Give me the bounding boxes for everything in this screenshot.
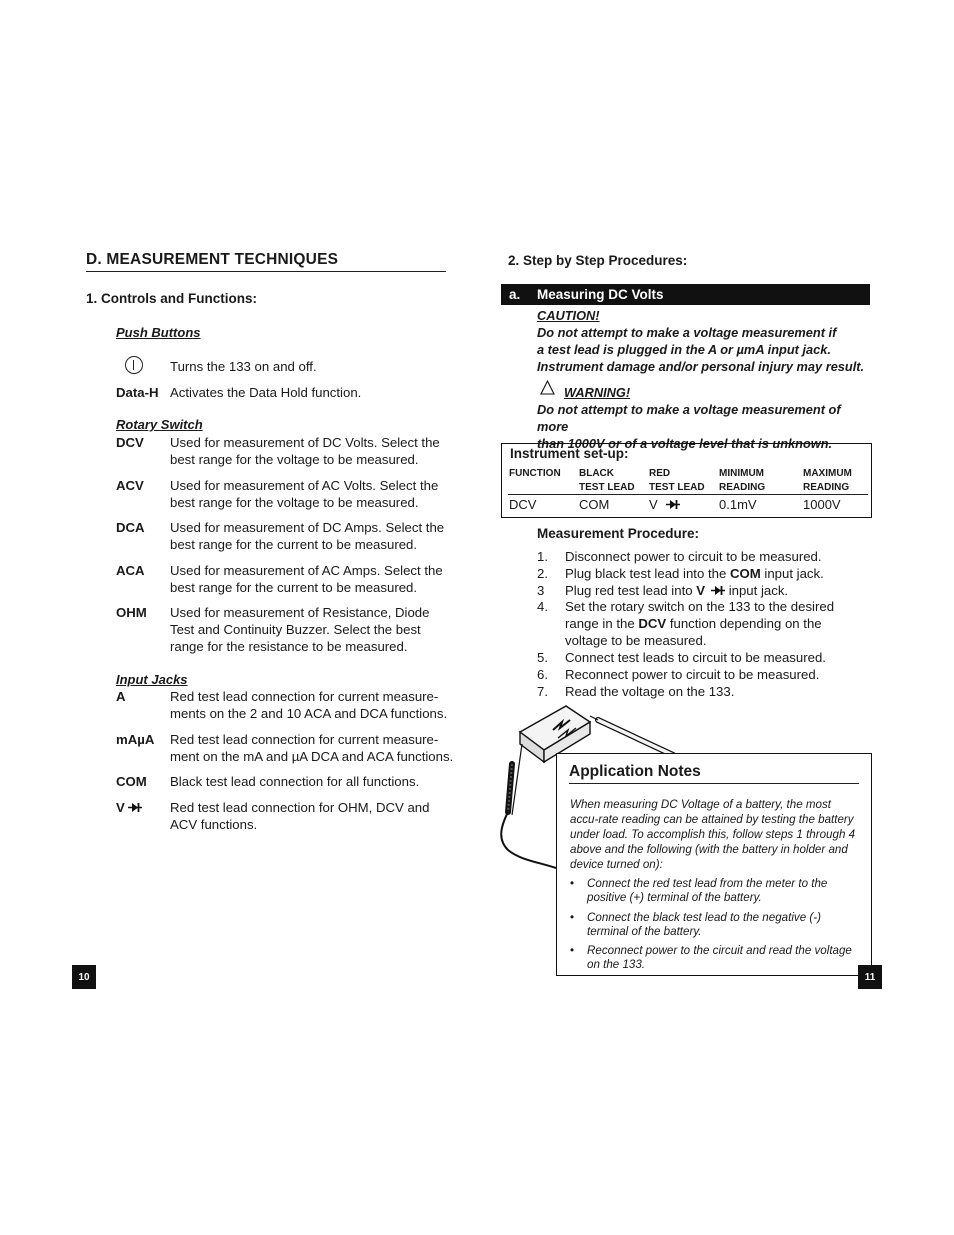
procedure-step: 3 Plug red test lead into V input jack. — [537, 583, 789, 598]
caution-line: Do not attempt to make a voltage measurement if — [537, 325, 837, 340]
jack-v — [116, 799, 456, 833]
table-cell-text: V — [649, 497, 658, 512]
application-notes-bullet: • Connect the red test lead from the meter to the positive (+) terminal of the battery. — [570, 877, 828, 904]
instrument-setup-table — [501, 443, 872, 518]
column-header: MAXIMUM READING — [803, 468, 852, 493]
controls-heading: 1. Controls and Functions: — [86, 291, 257, 306]
bullet-glyph: • — [570, 944, 575, 957]
rotary-ohm — [116, 604, 456, 655]
red-probe-shape — [590, 716, 673, 755]
page-number-right: 11 — [858, 965, 882, 989]
left-page-title: D. MEASUREMENT TECHNIQUES — [86, 251, 446, 272]
rotary-switch-heading: Rotary Switch — [116, 417, 203, 432]
table-cell: 0.1mV — [719, 497, 757, 512]
procedure-step: 7. Read the voltage on the 133. — [537, 684, 735, 699]
definition-text: Black test lead connection for all functions. — [170, 774, 420, 789]
definition-term: COM — [116, 774, 147, 789]
warning-title-text: WARNING! — [564, 385, 631, 400]
diode-icon — [128, 802, 142, 813]
definition-text: Red test lead connection for OHM, DCV and ACV functions. — [170, 800, 430, 832]
application-notes-bullet: • Reconnect power to the circuit and read the voltage on the 133. — [570, 944, 852, 971]
section-bar-number: a. — [509, 287, 521, 302]
application-notes-bullet: • Connect the black test lead to the negative (-) terminal of the battery. — [570, 911, 821, 938]
definition-text: Used for measurement of Resistance, Diode Test and Continuity Buzzer. Select the best range for the resistance to be measured. — [170, 605, 430, 654]
procedure-step: 4. Set the rotary switch on the 133 to the desired range in the DCV function depending on the voltage to be measured. — [537, 599, 835, 648]
section-bar-label: Measuring DC Volts — [537, 287, 664, 302]
definition-term: A — [116, 689, 126, 704]
diode-icon — [666, 499, 680, 510]
warning-title — [537, 384, 630, 401]
bullet-glyph: • — [570, 877, 575, 890]
definition-term: mAµA — [116, 732, 155, 747]
setup-title: Instrument set-up: — [510, 446, 629, 461]
application-notes-box — [556, 753, 872, 976]
definition-term: Data-H — [116, 385, 159, 400]
definition-term: DCA — [116, 520, 145, 535]
table-cell: DCV — [509, 497, 537, 512]
table-cell: 1000V — [803, 497, 841, 512]
procedure-step: 5. Connect test leads to circuit to be measured. — [537, 650, 826, 665]
jack-ma-ua — [116, 731, 456, 765]
definition-term: DCV — [116, 435, 144, 450]
column-header: MINIMUM READING — [719, 468, 766, 493]
jack-v-label: V — [116, 800, 125, 815]
warning-line: Do not attempt to make a voltage measurement of more — [537, 402, 841, 434]
definition-text: Used for measurement of AC Volts. Select the best range for the voltage to be measured. — [170, 478, 439, 510]
application-notes-intro: When measuring DC Voltage of a battery, the most accu-rate reading can be attained by testing the battery under load. To accomplish this, follow steps 1 through 4 above and the following (with the battery in holder and device turned on): — [570, 798, 856, 871]
definition-text: Red test lead connection for current measure-ments on the 2 and 10 ACA and DCA functions. — [170, 689, 448, 721]
procedure-step: 2. Plug black test lead into the COM input jack. — [537, 566, 824, 581]
rotary-aca — [116, 562, 456, 596]
diode-icon — [711, 585, 725, 596]
procedure-heading: Measurement Procedure: — [537, 526, 700, 541]
warning-line: than 1000V or of a voltage level that is unknown. — [537, 436, 833, 451]
application-notes-title: Application Notes — [569, 763, 859, 784]
caution-line: Instrument damage and/or personal injury may result. — [537, 359, 865, 374]
definition-term — [116, 799, 170, 816]
jack-com — [116, 773, 456, 790]
column-header: FUNCTION — [509, 468, 561, 479]
rotary-dcv — [116, 434, 456, 468]
definition-term: OHM — [116, 605, 147, 620]
section-bar-dc-volts — [501, 284, 870, 305]
definition-text: Turns the 133 on and off. — [170, 359, 317, 374]
rotary-acv — [116, 477, 456, 511]
table-cell-v — [649, 497, 680, 512]
procedure-step: 6. Reconnect power to circuit to be measured. — [537, 667, 820, 682]
definition-term: ACV — [116, 478, 144, 493]
power-icon — [125, 356, 143, 374]
caution-text — [537, 324, 867, 375]
page-number-left: 10 — [72, 965, 96, 989]
column-header: BLACK TEST LEAD — [579, 468, 635, 493]
jack-a — [116, 688, 456, 722]
push-button-power — [116, 358, 456, 375]
input-jacks-heading: Input Jacks — [116, 672, 188, 687]
definition-text: Used for measurement of AC Amps. Select the best range for the current to be measured. — [170, 563, 443, 595]
definition-text: Red test lead connection for current measure-ment on the mA and µA DCA and ACA functions. — [170, 732, 454, 764]
table-rule — [508, 494, 868, 495]
caution-line: a test lead is plugged in the A or µmA input jack. — [537, 342, 831, 357]
definition-text: Activates the Data Hold function. — [170, 385, 362, 400]
definition-text: Used for measurement of DC Volts. Select the best range for the voltage to be measured. — [170, 435, 440, 467]
steps-heading: 2. Step by Step Procedures: — [508, 253, 688, 268]
column-header: RED TEST LEAD — [649, 468, 705, 493]
rotary-dca — [116, 519, 456, 553]
warning-triangle-icon — [540, 380, 555, 399]
definition-term: ACA — [116, 563, 145, 578]
procedure-step: 1. Disconnect power to circuit to be measured. — [537, 549, 822, 564]
black-probe-shape — [501, 744, 556, 868]
definition-text: Used for measurement of DC Amps. Select the best range for the current to be measured. — [170, 520, 445, 552]
caution-title: CAUTION! — [537, 308, 600, 323]
table-cell: COM — [579, 497, 610, 512]
push-buttons-heading: Push Buttons — [116, 325, 201, 340]
bullet-glyph: • — [570, 911, 575, 924]
push-button-data-hold — [116, 384, 456, 401]
